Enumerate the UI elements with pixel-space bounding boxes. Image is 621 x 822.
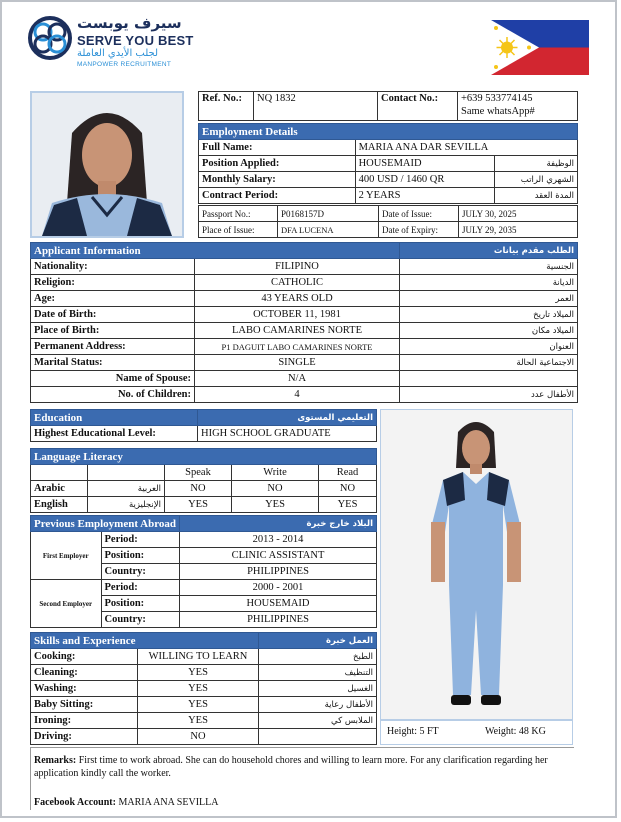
education-title-arabic: التعليمي المستوى: [198, 410, 377, 426]
previous-employment-title: Previous Employment Abroad: [31, 516, 180, 532]
ref-label: Ref. No.:: [199, 92, 254, 121]
arabic-write: NO: [232, 481, 319, 497]
ref-value: NQ 1832: [254, 92, 378, 121]
children-arabic: الأطفال عدد: [400, 387, 578, 403]
philippine-flag-icon: [491, 20, 589, 75]
speak-column-header: Speak: [165, 465, 232, 481]
marital-value: SINGLE: [195, 355, 400, 371]
logo-arabic-name: سيرف يوبست: [77, 14, 182, 32]
ironing-value: YES: [138, 713, 259, 729]
height-value: Height: 5 FT: [387, 726, 439, 737]
nationality-value: FILIPINO: [195, 259, 400, 275]
english-language-label: English: [31, 497, 88, 513]
expiry-label: Date of Expiry:: [379, 222, 459, 238]
cleaning-label: Cleaning:: [31, 665, 138, 681]
second-country-value: PHILIPPINES: [180, 612, 377, 628]
english-language-arabic: الإنجليزية: [88, 497, 165, 513]
issue-date-value: JULY 30, 2025: [459, 206, 578, 222]
washing-value: YES: [138, 681, 259, 697]
skills-title-arabic: العمل خبرة: [259, 633, 377, 649]
applicant-info-title-arabic: الطلب مقدم بيانات: [400, 243, 578, 259]
remarks: [34, 754, 554, 780]
nationality-arabic: الجنسية: [400, 259, 578, 275]
religion-label: Religion:: [31, 275, 195, 291]
logo-english-name: SERVE YOU BEST: [77, 33, 194, 48]
driving-value: NO: [138, 729, 259, 745]
second-position-value: HOUSEMAID: [180, 596, 377, 612]
cleaning-value: YES: [138, 665, 259, 681]
contract-value: 2 YEARS: [355, 188, 494, 204]
full-name-label: Full Name:: [199, 140, 356, 156]
spouse-value: N/A: [195, 371, 400, 387]
babysitting-value: YES: [138, 697, 259, 713]
second-employer-label: Second Employer: [31, 580, 102, 628]
contact-note: Same whatsApp#: [461, 106, 535, 117]
logo-subtitle: MANPOWER RECRUITMENT: [77, 61, 172, 68]
babysitting-label: Baby Sitting:: [31, 697, 138, 713]
spouse-arabic: [400, 371, 578, 387]
first-position-label: Position:: [101, 548, 180, 564]
previous-employment-title-arabic: البلاد خارج خبرة: [180, 516, 377, 532]
skills-title: Skills and Experience: [31, 633, 259, 649]
passport-value: P0168157D: [278, 206, 379, 222]
remarks-text: First time to work abroad. She can do household chores and willing to learn more. For any clarification regarding her application kindly call the worker.: [34, 755, 548, 779]
washing-label: Washing:: [31, 681, 138, 697]
first-country-value: PHILIPPINES: [180, 564, 377, 580]
first-period-label: Period:: [101, 532, 180, 548]
remarks-label: Remarks:: [34, 755, 77, 766]
employment-details-table: [198, 123, 578, 204]
cooking-arabic: الطبخ: [259, 649, 377, 665]
applicant-information-table: [30, 242, 578, 403]
dob-arabic: الميلاد تاريخ: [400, 307, 578, 323]
dob-value: OCTOBER 11, 1981: [195, 307, 400, 323]
driving-label: Driving:: [31, 729, 138, 745]
nationality-label: Nationality:: [31, 259, 195, 275]
education-title: Education: [31, 410, 198, 426]
religion-value: CATHOLIC: [195, 275, 400, 291]
salary-label: Monthly Salary:: [199, 172, 356, 188]
religion-arabic: الديانة: [400, 275, 578, 291]
language-title: Language Literacy: [31, 449, 377, 465]
language-literacy-table: [30, 448, 377, 513]
cleaning-arabic: التنظيف: [259, 665, 377, 681]
contact-value: +639 533774145: [461, 93, 533, 104]
first-country-label: Country:: [101, 564, 180, 580]
facebook-account: [34, 797, 218, 808]
birthplace-label: Place of Birth:: [31, 323, 195, 339]
position-value: HOUSEMAID: [355, 156, 494, 172]
second-country-label: Country:: [101, 612, 180, 628]
facebook-value: MARIA ANA SEVILLA: [118, 797, 219, 808]
applicant-portrait-photo: [30, 91, 184, 238]
arabic-speak: NO: [165, 481, 232, 497]
arabic-language-arabic: العربية: [88, 481, 165, 497]
read-column-header: Read: [319, 465, 377, 481]
address-value: P1 DAGUIT LABO CAMARINES NORTE: [195, 339, 400, 355]
position-arabic: الوظيفة: [494, 156, 577, 172]
second-period-value: 2000 - 2001: [180, 580, 377, 596]
address-arabic: العنوان: [400, 339, 578, 355]
birthplace-arabic: الميلاد مكان: [400, 323, 578, 339]
children-label: No. of Children:: [31, 387, 195, 403]
position-label: Position Applied:: [199, 156, 356, 172]
place-issue-label: Place of Issue:: [199, 222, 278, 238]
address-label: Permanent Address:: [31, 339, 195, 355]
applicant-info-title: Applicant Information: [31, 243, 400, 259]
education-table: [30, 409, 377, 442]
contact-label: Contact No.:: [378, 92, 458, 121]
age-value: 43 YEARS OLD: [195, 291, 400, 307]
first-employer-label: First Employer: [31, 532, 102, 580]
applicant-full-body-photo: [380, 409, 573, 720]
weight-value: Weight: 48 KG: [485, 726, 546, 737]
driving-arabic: [259, 729, 377, 745]
marital-arabic: الاجتماعية الحالة: [400, 355, 578, 371]
agency-logo-icon: [28, 16, 72, 60]
issue-date-label: Date of Issue:: [379, 206, 459, 222]
salary-value: 400 USD / 1460 QR: [355, 172, 494, 188]
english-read: YES: [319, 497, 377, 513]
write-column-header: Write: [232, 465, 319, 481]
place-issue-value: DFA LUCENA: [278, 222, 379, 238]
babysitting-arabic: الأطفال رعاية: [259, 697, 377, 713]
arabic-language-label: Arabic: [31, 481, 88, 497]
first-period-value: 2013 - 2014: [180, 532, 377, 548]
measurements-box: [380, 720, 573, 745]
skills-table: [30, 632, 377, 745]
contract-label: Contract Period:: [199, 188, 356, 204]
washing-arabic: الغسيل: [259, 681, 377, 697]
second-position-label: Position:: [101, 596, 180, 612]
ref-contact-table: [198, 91, 578, 121]
age-arabic: العمر: [400, 291, 578, 307]
cooking-value: WILLING TO LEARN: [138, 649, 259, 665]
arabic-read: NO: [319, 481, 377, 497]
facebook-label: Facebook Account:: [34, 797, 116, 808]
age-label: Age:: [31, 291, 195, 307]
dob-label: Date of Birth:: [31, 307, 195, 323]
cooking-label: Cooking:: [31, 649, 138, 665]
marital-label: Marital Status:: [31, 355, 195, 371]
previous-employment-table: [30, 515, 377, 628]
ironing-arabic: الملابس كي: [259, 713, 377, 729]
children-value: 4: [195, 387, 400, 403]
education-level-label: Highest Educational Level:: [31, 426, 198, 442]
second-period-label: Period:: [101, 580, 180, 596]
english-speak: YES: [165, 497, 232, 513]
contract-arabic: المدة العقد: [494, 188, 577, 204]
english-write: YES: [232, 497, 319, 513]
employment-details-title: Employment Details: [199, 124, 578, 140]
full-name-value: MARIA ANA DAR SEVILLA: [355, 140, 577, 156]
education-level-value: HIGH SCHOOL GRADUATE: [198, 426, 377, 442]
passport-table: [198, 205, 578, 238]
expiry-value: JULY 29, 2035: [459, 222, 578, 238]
spouse-label: Name of Spouse:: [31, 371, 195, 387]
passport-label: Passport No.:: [199, 206, 278, 222]
ironing-label: Ironing:: [31, 713, 138, 729]
birthplace-value: LABO CAMARINES NORTE: [195, 323, 400, 339]
logo-arabic-tagline: لجلب الأيدي العاملة: [77, 48, 159, 59]
first-position-value: CLINIC ASSISTANT: [180, 548, 377, 564]
contact-cell: [458, 92, 578, 121]
salary-arabic: الشهري الراتب: [494, 172, 577, 188]
